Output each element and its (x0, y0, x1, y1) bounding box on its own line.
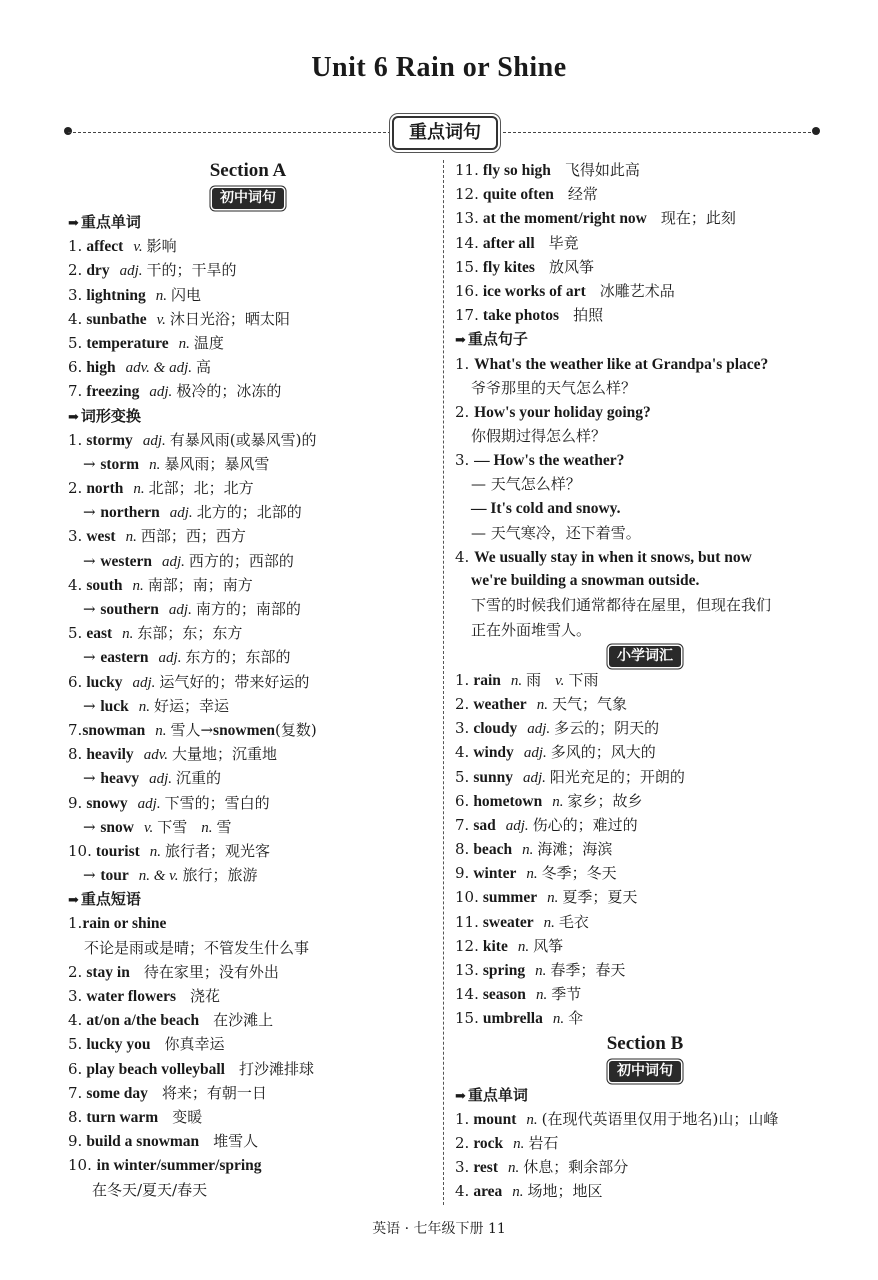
list-item: 3. cloudy adj. 多云的；阴天的 (455, 719, 660, 738)
sentence-4: 4. We usually stay in when it snows, but now (455, 548, 752, 566)
key-words-heading: ➡ 重点单词 (68, 213, 141, 231)
list-item: 1.rain or shine (68, 914, 167, 933)
list-item: 2. north n. 北部；北；北方 (68, 479, 254, 498)
arrow-icon: ➡ (68, 893, 79, 909)
arrow-right-icon: → (83, 648, 101, 667)
sentence-4-translation-2: 正在外面堆雪人。 (471, 620, 592, 639)
key-words-heading-b: ➡ 重点单词 (455, 1085, 528, 1104)
list-item: 17. take photos 拍照 (455, 306, 604, 325)
list-item: 6. hometown n. 家乡；故乡 (455, 791, 643, 810)
list-item: 2. dry adj. 干的；干旱的 (68, 261, 237, 280)
list-item: 15. fly kites 放风筝 (455, 257, 594, 276)
arrow-right-icon: → (83, 769, 101, 788)
list-item-derived: → storm n. 暴风雨；暴风雪 (83, 454, 270, 473)
primary-vocab-badge: 小学词汇 (609, 646, 681, 667)
list-item-derived: → eastern adj. 东方的；东部的 (83, 648, 291, 667)
right-column (455, 158, 835, 1204)
list-item: 4. windy adj. 多风的；风大的 (455, 743, 656, 762)
list-item: 14. season n. 季节 (455, 985, 582, 1004)
arrow-right-icon: → (83, 817, 101, 836)
divider-dot-left (64, 127, 72, 135)
list-item: 5. temperature n. 温度 (68, 333, 224, 352)
arrow-right-icon: → (83, 454, 101, 473)
list-item: 5. east n. 东部；东；东方 (68, 624, 243, 643)
list-item: 8. turn warm 变暖 (68, 1107, 203, 1126)
list-item: 1. affect v. 影响 (68, 237, 177, 256)
page-footer: 英语 · 七年级下册 11 (372, 1221, 506, 1237)
list-item: 16. ice works of art 冰雕艺术品 (455, 281, 675, 300)
sentence-1: 1. What's the weather like at Grandpa's place? (455, 354, 769, 373)
sentences-heading: ➡ 重点句子 (455, 330, 528, 349)
list-item: 1. rain n. 雨 v. 下雨 (455, 670, 599, 689)
list-item: 3. water flowers 浇花 (68, 987, 220, 1005)
left-column (68, 158, 428, 1202)
sentence-2-translation: 你假期过得怎么样？ (471, 427, 607, 446)
list-item: 7. some day 将来；有朝一日 (68, 1083, 267, 1102)
sentence-3-translation-1: — 天气怎么样？ (471, 475, 581, 494)
sentence-4-cont: we're building a snowman outside. (471, 572, 700, 590)
phrases-heading: ➡ 重点短语 (68, 890, 141, 909)
list-item: 4. south n. 南部；南；南方 (68, 575, 253, 594)
list-item: 7. freezing adj. 极冷的；冰冻的 (68, 382, 282, 401)
list-item: 10. tourist n. 旅行者；观光客 (68, 841, 271, 860)
junior-vocab-badge: 初中词句 (212, 188, 284, 209)
list-item: 11. sweater n. 毛衣 (455, 912, 589, 931)
arrow-right-icon: → (83, 866, 101, 885)
list-item: 8. heavily adv. 大量地；沉重地 (68, 745, 277, 764)
list-item: 12. quite often 经常 (455, 185, 598, 204)
list-item: 10. in winter/summer/spring (68, 1156, 262, 1175)
list-item: 9. build a snowman 堆雪人 (68, 1132, 259, 1151)
list-item-snowman: 7.snowman n. 雪人→snowmen(复数) (68, 720, 317, 739)
arrow-right-icon: → (83, 600, 101, 618)
list-item-derived: → southern adj. 南方的；南部的 (83, 600, 301, 618)
key-words-label: 重点词句 (392, 116, 498, 150)
list-item: 3. rest n. 休息；剩余部分 (455, 1158, 629, 1177)
list-item: 4. at/on a/the beach 在沙滩上 (68, 1011, 274, 1030)
list-item: 6. lucky adj. 运气好的；带来好运的 (68, 672, 310, 691)
arrow-icon: ➡ (68, 409, 79, 425)
list-item-derived: → tour n. & v. 旅行；旅游 (83, 866, 258, 885)
unit-title: Unit 6 Rain or Shine (311, 52, 567, 83)
arrow-right-icon: → (83, 696, 101, 715)
arrow-right-icon: → (83, 551, 101, 570)
list-item: 4. sunbathe v. 沐日光浴；晒太阳 (68, 309, 290, 328)
arrow-right-icon: → (83, 503, 101, 522)
list-item: 4. area n. 场地；地区 (455, 1182, 603, 1201)
list-item: 2. weather n. 天气；气象 (455, 694, 627, 713)
list-item: 1. stormy adj. 有暴风雨(或暴风雪)的 (68, 430, 317, 449)
list-item: 5. sunny adj. 阳光充足的；开朗的 (455, 767, 685, 786)
list-item: 13. spring n. 春季；春天 (455, 961, 626, 979)
list-item-derived: → western adj. 西方的；西部的 (83, 551, 294, 570)
list-item: 9. winter n. 冬季；冬天 (455, 864, 617, 883)
list-item-derived: → heavy adj. 沉重的 (83, 769, 222, 788)
list-item: 2. rock n. 岩石 (455, 1133, 559, 1152)
list-item: 3. west n. 西部；西；西方 (68, 527, 246, 546)
arrow-icon: ➡ (455, 333, 466, 349)
sentence-1-translation: 爷爷那里的天气怎么样？ (471, 378, 637, 397)
list-item: 9. snowy adj. 下雪的；雪白的 (68, 793, 270, 812)
divider-dot-right (812, 127, 820, 135)
list-item: 15. umbrella n. 伞 (455, 1009, 584, 1028)
list-item: 7. sad adj. 伤心的；难过的 (455, 815, 638, 834)
list-item: 1. mount n. (在现代英语里仅用于地名)山；山峰 (455, 1109, 779, 1128)
list-item: 12. kite n. 风筝 (455, 936, 564, 955)
list-item: 10. summer n. 夏季；夏天 (455, 888, 638, 907)
list-item: 2. stay in 待在家里；没有外出 (68, 962, 279, 981)
list-item-derived: → luck n. 好运；幸运 (83, 696, 230, 715)
list-item: 14. after all 毕竟 (455, 233, 579, 252)
sentence-4-translation-1: 下雪的时候我们通常都待在屋里，但现在我们 (471, 596, 772, 615)
list-item: 13. at the moment/right now 现在；此刻 (455, 209, 736, 228)
list-item: 6. play beach volleyball 打沙滩排球 (68, 1059, 314, 1078)
sentence-3-translation-2: — 天气寒冷，还下着雪。 (471, 523, 641, 542)
list-item-translation: 不论是雨或是晴；不管发生什么事 (84, 938, 310, 957)
junior-vocab-badge-b: 初中词句 (609, 1061, 681, 1082)
arrow-icon: ➡ (455, 1088, 466, 1104)
list-item: 8. beach n. 海滩；海滨 (455, 840, 613, 859)
sentence-3: 3. — How's the weather? (455, 451, 625, 470)
section-a-heading: Section A (209, 160, 287, 181)
column-divider (443, 160, 444, 1205)
list-item: 3. lightning n. 闪电 (68, 285, 202, 304)
section-b-heading: Section B (606, 1032, 684, 1054)
list-item: 6. high adv. & adj. 高 (68, 358, 212, 377)
list-item-derived: → northern adj. 北方的；北部的 (83, 503, 302, 522)
list-item-translation: 在冬天/夏天/春天 (92, 1180, 208, 1199)
list-item: 5. lucky you 你真幸运 (68, 1035, 225, 1054)
word-forms-heading: ➡ 词形变换 (68, 406, 141, 425)
sentence-2: 2. How's your holiday going? (455, 402, 651, 421)
list-item-derived: → snow v. 下雪 n. 雪 (83, 817, 232, 836)
arrow-icon: ➡ (68, 216, 79, 231)
sentence-3-reply: — It's cold and snowy. (471, 499, 621, 517)
list-item: 11. fly so high 飞得如此高 (455, 161, 640, 179)
